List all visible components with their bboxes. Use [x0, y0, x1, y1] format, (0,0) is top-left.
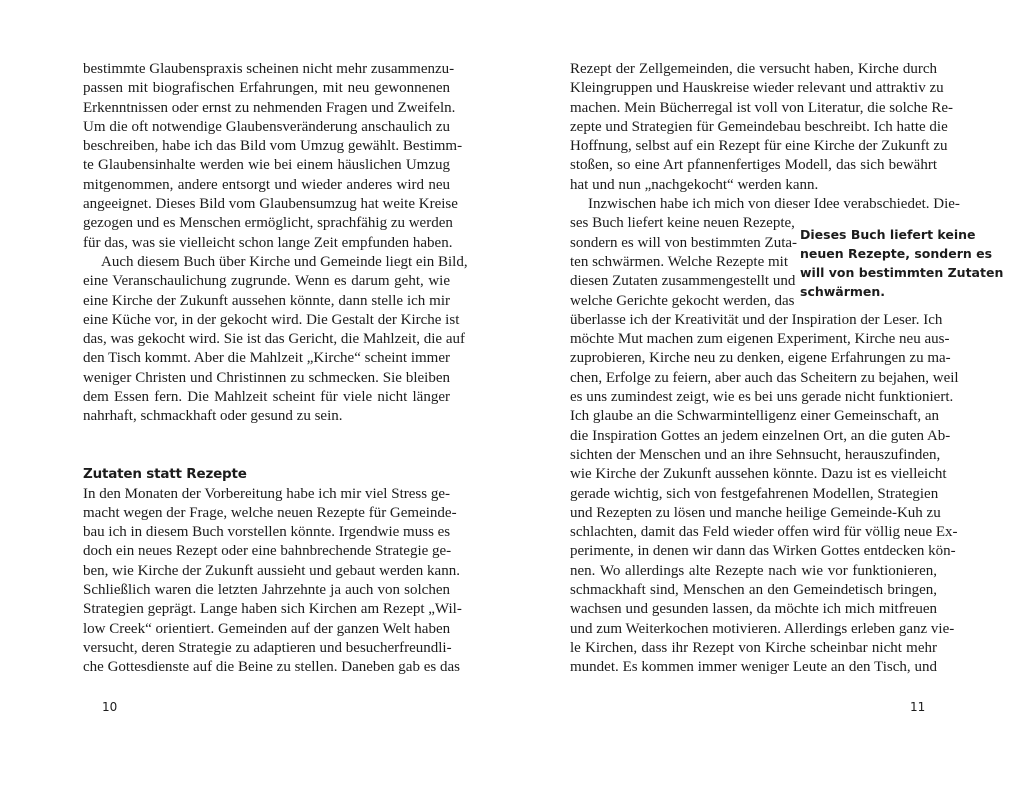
text-line: den Tisch kommt. Aber die Mahlzeit „Kirche“ scheint immer: [83, 350, 451, 367]
text-line: te Glaubensinhalte werden wie bei einem häuslichen Umzug: [83, 157, 450, 174]
text-line: mitgenommen, andere entsorgt und wieder anderes wird neu: [83, 176, 450, 193]
text-line: es uns zumindest zeigt, wie es bei uns gerade nicht funktioniert.: [570, 389, 954, 406]
paragraph: [570, 60, 954, 195]
text-line: eine Veranschaulichung zugrunde. Wenn es darum geht, wie: [83, 273, 450, 290]
text-line: machen. Mein Bücherregal ist voll von Literatur, die solche Re-: [570, 99, 954, 116]
text-line: Auch diesem Buch über Kirche und Gemeinde liegt ein Bild,: [101, 253, 468, 270]
text-line: ben, wie Kirche der Zukunft aussieht und gebaut werden kann.: [83, 562, 460, 579]
text-line: hat und nun „nachgekocht“ werden kann.: [570, 176, 819, 193]
text-line: Kleingruppen und Hauskreise wieder relevant und attraktiv zu: [570, 80, 944, 97]
text-line: chen, Erfolge zu feiern, aber auch das Scheitern zu bejahen, weil: [570, 369, 959, 386]
text-line: beschreiben, habe ich das Bild vom Umzug gewählt. Bestimm-: [83, 138, 463, 155]
text-line: und zum Weiterkochen motivieren. Allerdings erleben ganz vie-: [570, 620, 955, 637]
text-line: diesen Zutaten zusammengestellt und: [570, 273, 796, 290]
text-line: weniger Christen und Christinnen zu schmecken. Sie bleiben: [83, 369, 450, 386]
text-line: angeeignet. Dieses Bild vom Glaubensumzug hat weite Kreise: [83, 196, 458, 213]
text-line: passen mit biografischen Erfahrungen, mit neu gewonnenen: [83, 80, 450, 97]
text-line: welche Gerichte gekocht werden, das: [570, 292, 795, 309]
paragraph: [83, 485, 462, 678]
text-line: wie Kirche der Zukunft aussehen könnte. Dazu ist es vielleicht: [570, 466, 947, 483]
paragraph: [83, 253, 468, 427]
pull-quote-line: neuen Rezepte, sondern es: [800, 246, 993, 261]
text-line: low Creek“ orientiert. Gemeinden auf der ganzen Welt haben: [83, 620, 451, 637]
text-line: che Gottesdienste auf die Beine zu stellen. Daneben gab es das: [83, 659, 460, 676]
section-heading: Zutaten statt Rezepte: [83, 466, 247, 483]
text-line: Hoffnung, selbst auf ein Rezept für eine Kirche der Zukunft zu: [570, 138, 948, 155]
text-line: schlachten, damit das Feld wieder offen wird für völlig neue Ex-: [570, 524, 958, 541]
text-line: Rezept der Zellgemeinden, die versucht haben, Kirche durch: [570, 61, 937, 77]
text-line: Strategien geprägt. Lange haben sich Kirchen am Rezept „Wil-: [83, 601, 462, 618]
pull-quote-line: will von bestimmten Zutaten: [800, 265, 1004, 280]
text-line: gerade wichtig, sich von festgefahrenen Modellen, Strategien: [570, 485, 939, 502]
text-line: Erkenntnissen oder ernst zu nehmenden Fragen und Zweifeln.: [83, 99, 456, 116]
text-line: ses Buch liefert keine neuen Rezepte,: [570, 215, 795, 232]
text-line: bau ich in diesem Buch vorstellen könnte. Irgendwie muss es: [83, 524, 451, 541]
text-line: mundet. Es kommen immer weniger Leute an den Tisch, und: [570, 659, 937, 676]
text-line: dem Essen fern. Die Mahlzeit scheint für viele nicht länger: [83, 389, 450, 406]
text-line: überlasse ich der Kreativität und der Inspiration der Leser. Ich: [570, 311, 943, 328]
text-line: schmackhaft sind, Menschen an den Gemeindetisch bringen,: [570, 582, 937, 599]
text-line: gezogen und es Menschen ermöglicht, sprachfähig zu werden: [83, 215, 453, 232]
paragraph: [83, 60, 463, 253]
pull-quote-line: schwärmen.: [800, 284, 886, 299]
text-line: und Rezepten zu lösen und manche heilige Gemeinde-Kuh zu: [570, 504, 941, 521]
text-line: ten schwärmen. Welche Rezepte mit: [570, 253, 789, 270]
text-line: wachsen und gesunden lassen, da möchte ich mich mitfreuen: [570, 601, 937, 618]
text-line: bestimmte Glaubenspraxis scheinen nicht mehr zusammenzu-: [83, 61, 455, 77]
text-line: macht wegen der Frage, welche neuen Rezepte für Gemeinde-: [83, 504, 457, 521]
text-line: doch ein neues Rezept oder eine bahnbrechende Strategie ge-: [83, 543, 452, 560]
text-line: Ich glaube an die Schwarmintelligenz einer Gemeinschaft, an: [570, 408, 940, 425]
page-number: 11: [910, 700, 926, 714]
text-line: perimente, in denen wir dann das Wirken Gottes entdecken kön-: [570, 543, 956, 560]
text-line: nen. Wo allerdings alte Rezepte nach wie vor funktionieren,: [570, 562, 937, 579]
text-line: In den Monaten der Vorbereitung habe ich mir viel Stress ge-: [83, 485, 450, 502]
text-line: die Inspiration Gottes an jedem einzelnen Ort, an die guten Ab-: [570, 427, 951, 444]
text-line: eine Kirche der Zukunft aussehen könnte, dann stelle ich mir: [83, 292, 450, 309]
left-text-column: [83, 60, 468, 678]
text-line: eine Küche vor, in der gekocht wird. Die Gestalt der Kirche ist: [83, 311, 460, 328]
text-line: das, was gekocht wird. Sie ist das Gericht, die Mahlzeit, die auf: [83, 331, 465, 348]
text-line: Inzwischen habe ich mich von dieser Idee verabschiedet. Die-: [588, 196, 960, 213]
text-line: zuprobieren, Kirche neu zu denken, eigene Erfahrungen zu ma-: [570, 350, 951, 367]
text-line: Schließlich waren die letzten Jahrzehnte ja auch von solchen: [83, 582, 450, 599]
text-line: für das, was sie vielleicht schon lange Zeit empfunden haben.: [83, 234, 453, 251]
text-line: zepte und Strategien für Gemeindebau beschreibt. Ich hatte die: [570, 118, 948, 135]
text-line: Um die oft notwendige Glaubensveränderung anschaulich zu: [83, 118, 450, 135]
right-page: [510, 0, 1020, 812]
page-number: 10: [102, 700, 118, 714]
pull-quote: [800, 225, 1004, 301]
text-line: möchte Mut machen zum eigenen Experiment, Kirche neu aus-: [570, 331, 950, 348]
pull-quote-line: Dieses Buch liefert keine: [800, 227, 976, 242]
text-line: versucht, deren Strategie zu adaptieren und besucherfreundli-: [83, 639, 452, 656]
text-line: sichten der Menschen und an ihre Sehnsucht, herauszufinden,: [570, 446, 941, 463]
text-line: stoßen, so eine Art pfannenfertiges Modell, das sich bewährt: [570, 157, 937, 174]
section-gap: [83, 427, 450, 466]
text-line: sondern es will von bestimmten Zuta-: [570, 234, 798, 251]
text-line: nahrhaft, schmackhaft oder gesund zu sein.: [83, 408, 343, 425]
right-text-column: [570, 60, 960, 678]
text-line: le Kirchen, dass ihr Rezept von Kirche scheinbar nicht mehr: [570, 639, 937, 656]
